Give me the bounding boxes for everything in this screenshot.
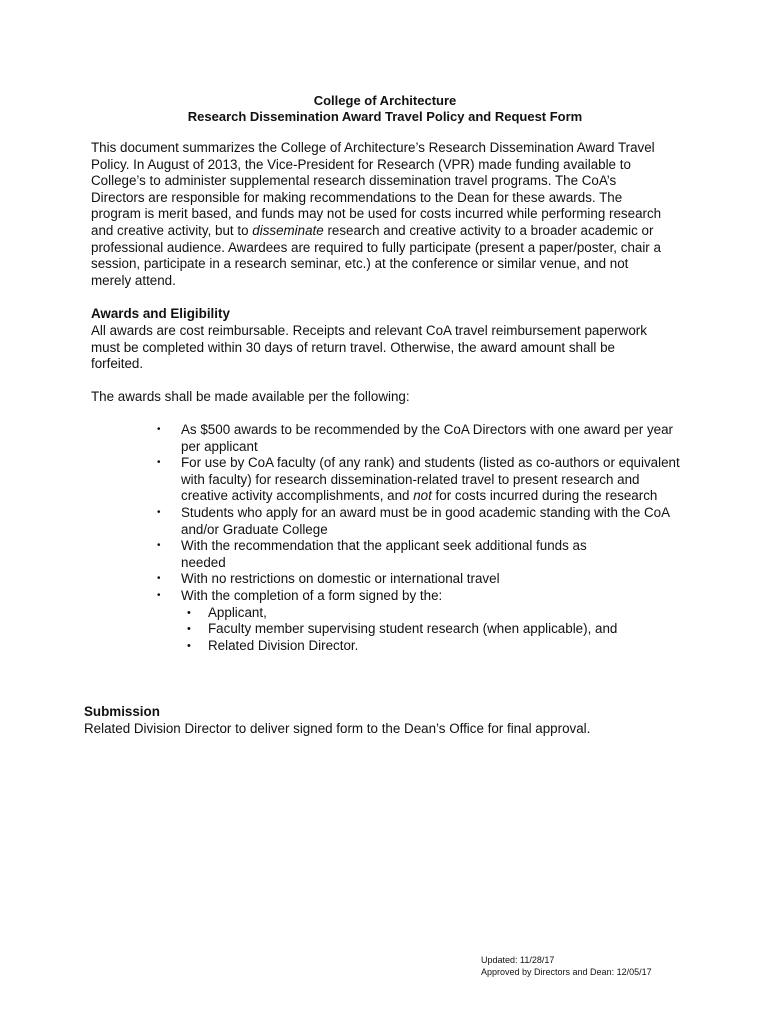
bullet-icon: • (157, 424, 161, 435)
list-item (157, 571, 687, 588)
list-item-text: As $500 awards to be recommended by the CoA Directors with one award per year per applicant (181, 422, 673, 454)
awards-lead-text: The awards shall be made available per the following: (91, 389, 410, 404)
intro-paragraph (91, 140, 663, 289)
intro-text-part1: This document summarizes the College of Architecture’s Research Dissemination Award Travel Policy. In August of 2013, the Vice-President for Research (VPR) made funding available to College’s to administer supplemental research dissemination travel programs. The CoA’s Directors are responsible for making recommendations to the Dean for these awards. The program is merit based, and funds may not be used for costs incurred while performing research and creative activity, but to (91, 140, 662, 238)
list-item-text-part1: For use by CoA faculty (of any rank) and students (listed as co-authors or equivalent with faculty) for research dissemination-related travel to present research and creative activity accomplishments, and (181, 455, 680, 504)
awards-heading: Awards and Eligibility (91, 306, 230, 321)
list-item (157, 422, 687, 455)
bullet-icon: • (157, 589, 161, 601)
list-item-text: Students who apply for an award must be in good academic standing with the CoA and/or Graduate College (181, 504, 670, 537)
awards-paragraph: All awards are cost reimbursable. Receipts and relevant CoA travel reimbursement paperwork must be completed within 30 days of return travel. Otherwise, the award amount shall be forfeited. (91, 323, 647, 372)
submission-text: Related Division Director to deliver signed form to the Dean’s Office for final approval. (84, 721, 591, 736)
list-item (157, 588, 687, 654)
bullet-icon: • (157, 573, 161, 585)
sub-list-item-text: Related Division Director. (208, 637, 359, 653)
list-item (157, 505, 687, 538)
list-item-text: With no restrictions on domestic or international travel (181, 571, 500, 587)
list-item-emphasis: not (413, 488, 432, 504)
bullet-icon: • (157, 457, 161, 469)
intro-emphasis: disseminate (252, 222, 324, 238)
list-item-text: With the recommendation that the applicant seek additional funds as needed (181, 538, 587, 570)
bullet-icon: • (157, 540, 161, 552)
bullet-icon: • (187, 623, 191, 636)
list-item-text: With the completion of a form signed by the: (181, 587, 443, 603)
footer-approved-date: Approved by Directors and Dean: 12/05/17 (481, 967, 652, 977)
bullet-icon: • (187, 606, 191, 619)
list-item-text-part2: for costs incurred during the research (431, 488, 658, 504)
title-line-college: College of Architecture (313, 93, 457, 108)
footer-updated-date: Updated: 11/28/17 (481, 955, 555, 965)
signer-sub-list (157, 605, 687, 655)
sub-list-item (157, 621, 687, 638)
bullet-icon: • (157, 506, 161, 518)
intro-text-part2: research and creative activity to a broader academic or professional audience. Awardees are required to fully participate (present a paper/poster, chair a session, participate in a research seminar, etc.) at the conference or similar venue, and not merely attend. (91, 222, 661, 288)
sub-list-item (157, 605, 687, 622)
list-item (157, 455, 687, 505)
sub-list-item-text: Applicant, (208, 604, 267, 620)
bullet-icon: • (187, 639, 191, 652)
sub-list-item (157, 638, 687, 655)
sub-list-item-text: Faculty member supervising student research (when applicable), and (208, 621, 618, 637)
list-item (157, 538, 687, 571)
title-line-policy: Research Dissemination Award Travel Policy and Request Form (187, 109, 583, 124)
awards-bullet-list (157, 422, 687, 654)
document-footer (481, 954, 652, 978)
document-title (0, 93, 770, 125)
submission-heading: Submission (84, 704, 160, 719)
